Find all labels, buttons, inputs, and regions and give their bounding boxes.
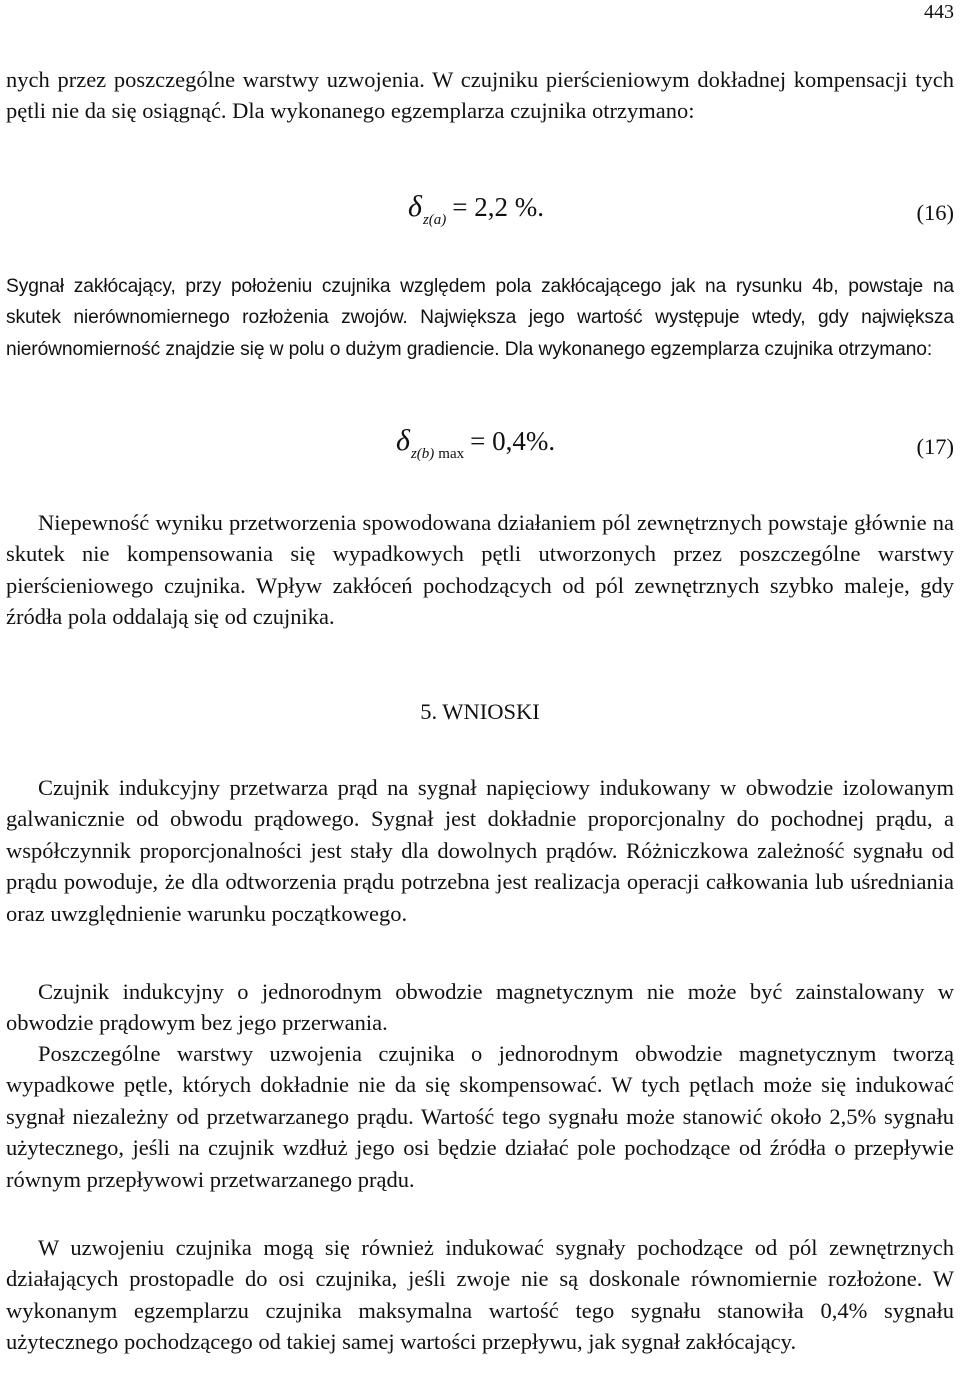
delta-symbol: δ (408, 190, 422, 223)
equation-16 (408, 190, 544, 228)
paragraph-conclusion-2: Czujnik indukcyjny o jednorodnym obwodzie magnetycznym nie może być zainstalowany w obwodzie prądowym bez jego przerwania. (6, 979, 954, 1036)
equation-17-subscript: z(b) (410, 446, 435, 462)
equation-17-subscript-max: max (438, 446, 465, 462)
paragraph-intro-continuation: nych przez poszczególne warstwy uzwojenia. W czujniku pierścieniowym dokładnej kompensacji tych pętli nie da się osiągnąć. Dla wykonanego egzemplarza czujnika otrzymano: (6, 67, 954, 124)
equation-16-subscript: z(a) (422, 212, 447, 228)
paragraph-conclusion-1: Czujnik indukcyjny przetwarza prąd na sygnał napięciowy indukowany w obwodzie izolowanym galwanicznie od obwodu prądowego. Sygnał jest dokładnie proporcjonalny do pochodnej prądu, a współczynnik proporcjonalności jest stały dla dowolnych prądów. Różniczkowa zależność sygnału od prądu powoduje, że dla odtworzenia prądu potrzebna jest realizacja operacji całkowania lub uśredniania oraz uwzględnienie warunku początkowego. (6, 775, 954, 926)
equation-17-number: (17) (916, 434, 954, 459)
delta-symbol: δ (396, 424, 410, 457)
paragraph-external-fields: Niepewność wyniku przetworzenia spowodowana działaniem pól zewnętrznych powstaje głównie na skutek nie kompensowania się wypadkowych pętli utworzonych przez poszczególne warstwy pierścieniowego czujnika. Wpływ zakłóceń pochodzących od pól zewnętrznych szybko maleje, gdy źródła pola oddalają się od czujnika. (6, 510, 954, 630)
section-heading: 5. WNIOSKI (420, 699, 540, 724)
equation-17-rhs: = 0,4%. (470, 426, 556, 456)
equation-16-rhs: = 2,2 %. (452, 192, 544, 222)
equation-17 (396, 424, 556, 462)
equation-16-number: (16) (916, 200, 954, 225)
page-number: 443 (924, 1, 954, 23)
paragraph-conclusion-3: Poszczególne warstwy uzwojenia czujnika o jednorodnym obwodzie magnetycznym tworzą wypadkowe pętle, których dokładnie nie da się skompensować. W tych pętlach może się indukować sygnał niezależny od przetwarzanego prądu. Wartość tego sygnału może stanowić około 2,5% sygnału użytecznego, jeśli na czujnik wzdłuż jego osi będzie działać pole pochodzące od źródła o przepływie równym przepływowi przetwarzanego prądu. (6, 1041, 954, 1192)
paragraph-conclusion-4: W uzwojeniu czujnika mogą się również indukować sygnały pochodzące od pól zewnętrznych działających prostopadle do osi czujnika, jeśli zwoje nie są doskonale równomiernie rozłożone. W wykonanym egzemplarzu czujnika maksymalna wartość tego sygnału stanowiła 0,4% sygnału użytecznego pochodzącego od takiej samej wartości przepływu, jak sygnał zakłócający. (6, 1235, 954, 1355)
paragraph-disturbing-signal: Sygnał zakłócający, przy położeniu czujnika względem pola zakłócającego jak na rysunku 4b, powstaje na skutek nierównomiernego rozłożenia zwojów. Największa jego wartość występuje wtedy, gdy największa nierównomierność znajdzie się w polu o dużym gradiencie. Dla wykonanego egzemplarza czujnika otrzymano: (6, 276, 954, 360)
